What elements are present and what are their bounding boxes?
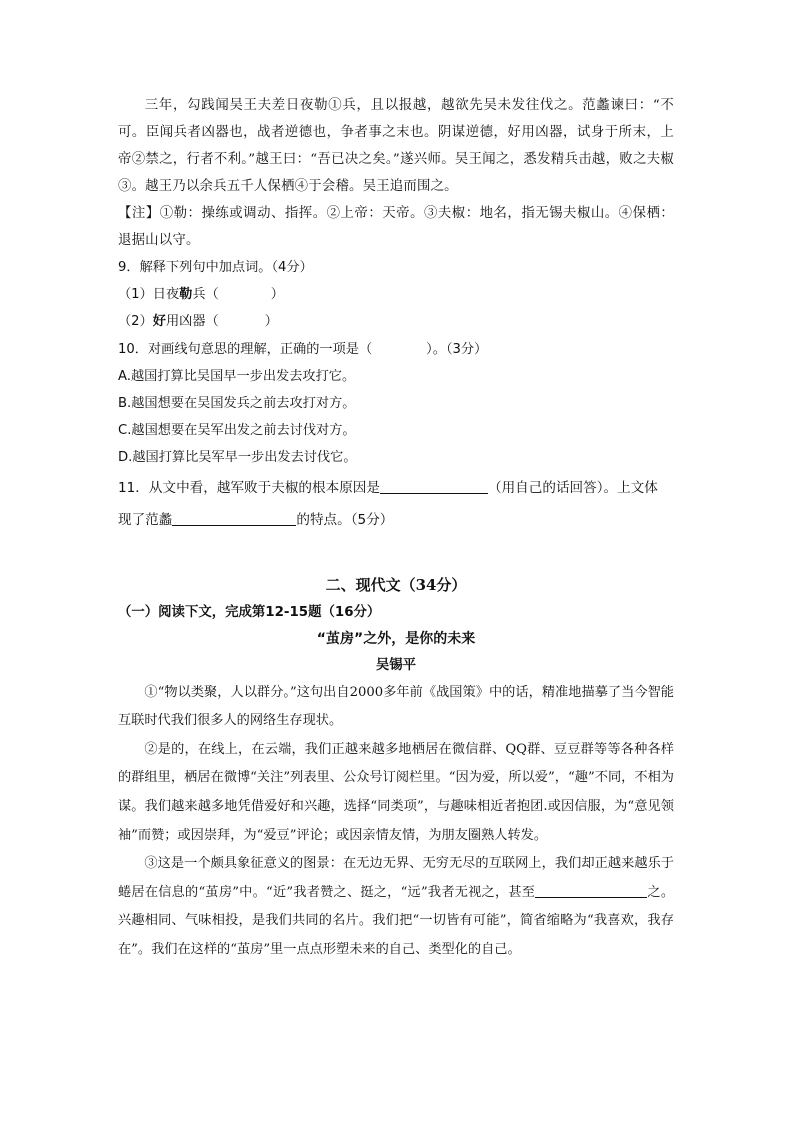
article-title: “茧房”之外，是你的未来 xyxy=(316,630,476,647)
modern-paragraph-2: ②是的，在线上，在云端，我们正越来越多地栖居在微信群、QQ群、豆豆群等等各种各样的群组里，栖居在微博“关注”列表里、公众号订阅栏里。“因为爱，所以爱”，“趣”不同，不相为谋。我们越来越多地凭借爱好和兴趣，选择“同类项”，与趣味相近者抱团.或因信服，为“意见领袖”而赞；或因崇拜，为“爱豆”评论；或因亲情友情，为朋友圈熟人转发。 xyxy=(118,741,674,843)
q11-part4: 的特点。（5分） xyxy=(296,511,394,528)
q11-blank-1[interactable] xyxy=(380,478,488,494)
question-11-line-1 xyxy=(118,472,674,504)
question-11-line-2 xyxy=(118,504,674,536)
classical-notes: 【注】①勒：操练或调动、指挥。②上帝：天帝。③夫椒：地名，指无锡夫椒山。④保栖：退据山以守。 xyxy=(118,206,674,248)
q11-blank-2[interactable] xyxy=(172,510,296,526)
question-9-item-2 xyxy=(118,308,674,335)
q11-part2: （用自己的话回答）。上文体 xyxy=(487,479,658,496)
question-10-stem xyxy=(118,336,674,363)
question-9-item-1 xyxy=(118,281,674,308)
section-2-subtitle: （一）阅读下文，完成第12-15题（16分） xyxy=(118,604,381,620)
q11-part1: 11．从文中看，越军败于夫椒的根本原因是 xyxy=(118,479,380,496)
q9-item2-close: ） xyxy=(264,314,278,330)
q9-item1-prefix: （1）日夜 xyxy=(118,287,180,303)
modern-p3-blank[interactable] xyxy=(535,882,647,898)
section-2-title: 二、现代文（34分） xyxy=(325,575,467,594)
q9-item2-rest: 用凶器（ xyxy=(165,314,219,330)
q9-item1-close: ） xyxy=(270,287,284,303)
modern-p3-part-a: ③这是一个颇具象征意义的图景：在无边无界、无穷无尽的互联网上，我们却正越来越乐于蜷居在信息的“茧房”中。“近”我者赞之、挺之，“远”我者无视之，甚至 xyxy=(118,856,674,900)
q10-option-b: B.越国想要在吴国发兵之前去攻打对方。 xyxy=(118,396,356,412)
q9-item2-prefix: （2） xyxy=(118,314,153,330)
modern-p3-part-b: 之。兴趣相同、气味相投，是我们共同的名片。我们把“一切皆有可能”，简省缩略为“我喜欢，我存在”。我们在这样的“茧房”里一点点形塑未来的自己、类型化的自己。 xyxy=(118,884,675,957)
question-9-stem: 9．解释下列句中加点词。（4分） xyxy=(118,260,313,275)
q10-option-c: C.越国想要在吴军出发之前去讨伐对方。 xyxy=(118,423,356,439)
q9-item1-rest: 兵（ xyxy=(192,287,219,303)
q9-item1-dotted-word: 勒 xyxy=(179,287,193,303)
classical-passage: 三年，勾践闻吴王夫差日夜勒①兵，且以报越，越欲先吴未发往伐之。范蠡谏曰：“不可。臣闻兵者凶器也，战者逆德也，争者事之末也。阴谋逆德，好用凶器，试身于所末，上帝②禁之，行者不利。”越王曰：“吾已决之矣。”遂兴师。吴王闻之，悉发精兵击越，败之夫椒③。越王乃以余兵五千人保栖④于会稽。吴王追而围之。 xyxy=(118,98,674,194)
q9-item2-dotted-word: 好 xyxy=(152,314,166,330)
article-author: 吴锡平 xyxy=(375,657,417,673)
q11-part3: 现了范蠡 xyxy=(118,511,173,528)
modern-paragraph-1: ①“物以类聚，人以群分。”这句出自2000多年前《战国策》中的话，精准地描摹了当今智能互联时代我们很多人的网络生存现状。 xyxy=(118,684,674,729)
modern-paragraph-3 xyxy=(118,850,674,964)
q10-stem-b: ）。（3分） xyxy=(426,341,488,357)
document-page xyxy=(118,92,674,965)
q10-option-d: D.越国打算比吴军早一步出发去讨伐它。 xyxy=(118,450,357,466)
q10-option-a: A.越国打算比吴国早一步出发去攻打它。 xyxy=(118,368,356,384)
q10-stem-a: 10．对画线句意思的理解，正确的一项是（ xyxy=(118,341,373,357)
